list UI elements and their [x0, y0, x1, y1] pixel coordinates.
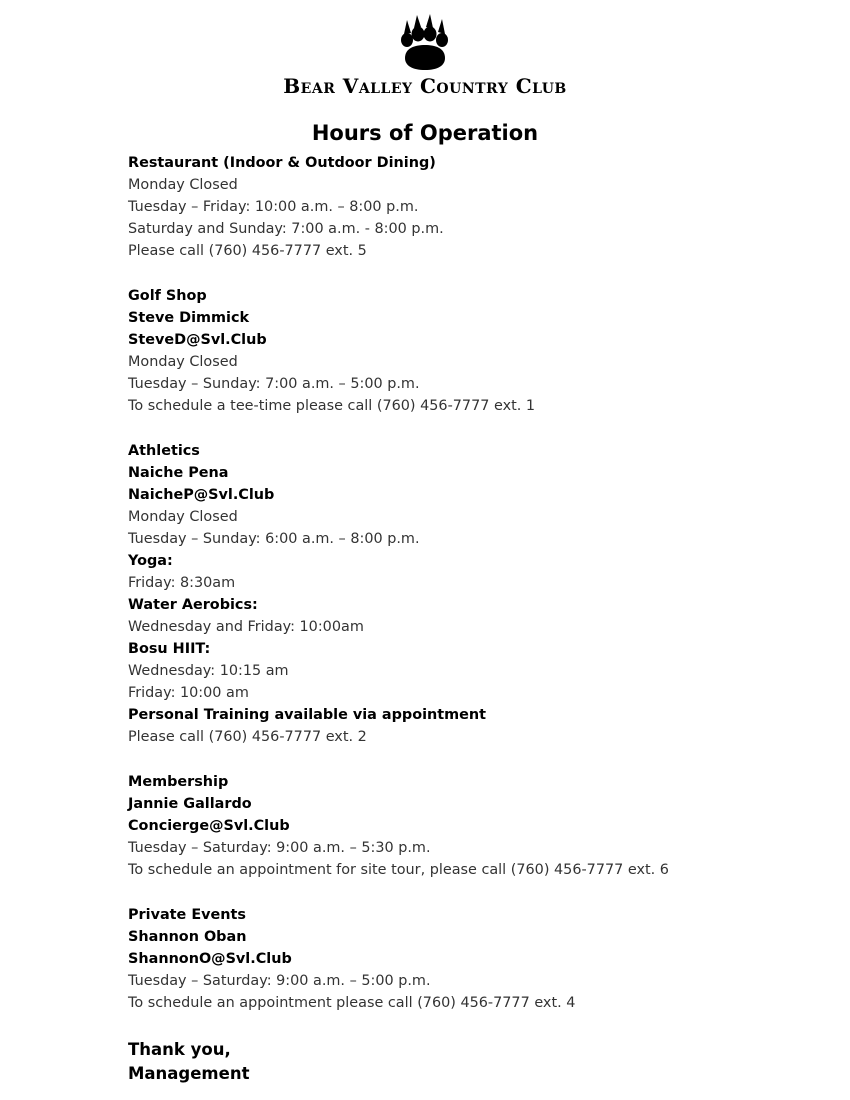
hours-section [128, 771, 768, 881]
section-heading-line: Concierge@Svl.Club [128, 818, 290, 834]
hours-section [128, 285, 768, 417]
document-header [0, 14, 850, 98]
section-detail-line: Tuesday – Saturday: 9:00 a.m. – 5:30 p.m. [128, 840, 431, 856]
section-heading-line: Membership [128, 774, 229, 790]
page-title: Hours of Operation [311, 121, 539, 145]
section-detail-line: Tuesday – Friday: 10:00 a.m. – 8:00 p.m. [128, 199, 419, 215]
closing-line: Management [128, 1064, 250, 1083]
section-heading-line: Jannie Gallardo [128, 796, 252, 812]
section-detail-line: Wednesday and Friday: 10:00am [128, 619, 364, 635]
closing-line: Thank you, [128, 1040, 231, 1059]
section-heading-line: Athletics [128, 443, 200, 459]
section-gap [128, 881, 768, 904]
section-heading-line: Golf Shop [128, 288, 207, 304]
section-heading-line: Restaurant (Indoor & Outdoor Dining) [128, 155, 436, 171]
section-heading-line: Personal Training available via appointment [128, 707, 487, 723]
section-detail-line: Monday Closed [128, 177, 238, 193]
section-heading-line: SteveD@Svl.Club [128, 332, 267, 348]
section-detail-line: To schedule a tee-time please call (760) 456-7777 ext. 1 [128, 398, 536, 414]
section-detail-line: To schedule an appointment please call (760) 456-7777 ext. 4 [128, 995, 576, 1011]
section-heading-line: Steve Dimmick [128, 310, 250, 326]
section-detail-line: Monday Closed [128, 509, 238, 525]
section-detail-line: Friday: 10:00 am [128, 685, 249, 701]
section-heading-line: Yoga: [128, 553, 173, 569]
section-gap [128, 748, 768, 771]
section-detail-line: Tuesday – Sunday: 7:00 a.m. – 5:00 p.m. [128, 376, 420, 392]
section-heading-line: Private Events [128, 907, 246, 923]
section-heading-line: Water Aerobics: [128, 597, 258, 613]
hours-section [128, 904, 768, 1014]
hours-section [128, 440, 768, 748]
hours-section [128, 152, 768, 262]
section-detail-line: Saturday and Sunday: 7:00 a.m. - 8:00 p.m. [128, 221, 444, 237]
section-detail-line: Wednesday: 10:15 am [128, 663, 289, 679]
section-heading-line: Naiche Pena [128, 465, 229, 481]
section-detail-line: Please call (760) 456-7777 ext. 5 [128, 243, 367, 259]
section-detail-line: Monday Closed [128, 354, 238, 370]
hours-content [128, 152, 768, 1086]
section-heading-line: Shannon Oban [128, 929, 247, 945]
section-gap [128, 262, 768, 285]
section-detail-line: Please call (760) 456-7777 ext. 2 [128, 729, 367, 745]
section-detail-line: To schedule an appointment for site tour, please call (760) 456-7777 ext. 6 [128, 862, 669, 878]
club-name: Bear Valley Country Club [283, 74, 567, 98]
section-detail-line: Tuesday – Saturday: 9:00 a.m. – 5:00 p.m. [128, 973, 431, 989]
bear-paw-icon [397, 14, 453, 72]
section-gap [128, 417, 768, 440]
section-heading-line: ShannonO@Svl.Club [128, 951, 292, 967]
section-detail-line: Tuesday – Sunday: 6:00 a.m. – 8:00 p.m. [128, 531, 420, 547]
closing-signature [128, 1038, 768, 1086]
section-heading-line: NaicheP@Svl.Club [128, 487, 275, 503]
section-heading-line: Bosu HIIT: [128, 641, 211, 657]
section-detail-line: Friday: 8:30am [128, 575, 236, 591]
